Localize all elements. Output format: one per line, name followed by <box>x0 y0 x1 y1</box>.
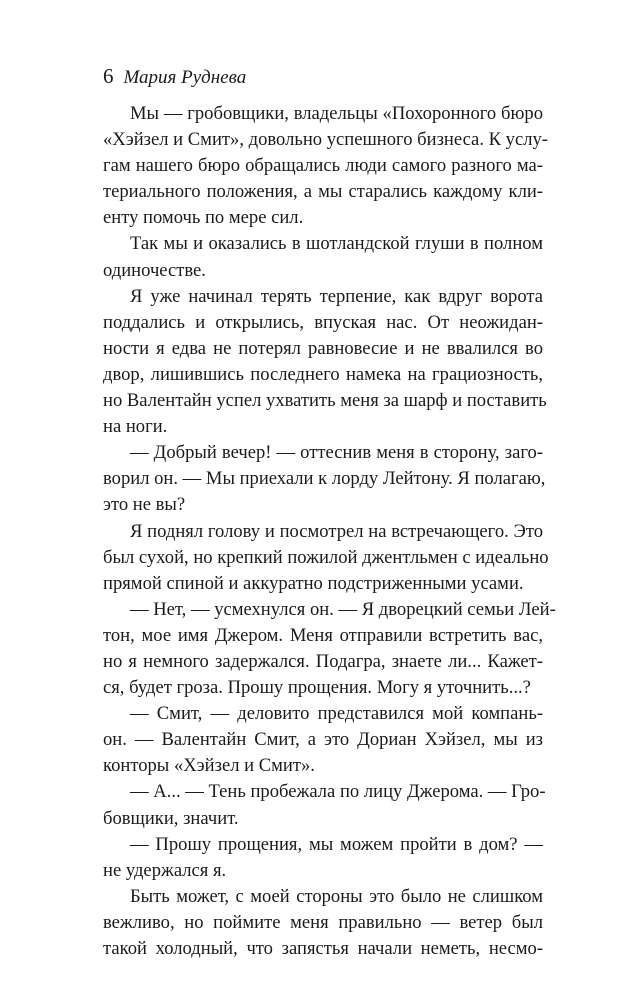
text-line: — Нет, — усмехнулся он. — Я дворецкий семьи Лей- <box>130 598 556 620</box>
text-line: но я немного задержался. Подагра, знаете ли... Кажет- <box>103 650 543 672</box>
text-line: прямой спиной и аккуратно подстриженными усами. <box>103 572 524 594</box>
text-line: Я уже начинал терять терпение, как вдруг ворота <box>130 285 543 307</box>
paragraph <box>103 779 546 831</box>
text-line: «Хэйзел и Смит», довольно успешного бизнеса. К услу- <box>103 129 548 151</box>
paragraph <box>103 231 543 283</box>
text-line: ворил он. — Мы приехали к лорду Лейтону. Я полагаю, <box>103 468 546 490</box>
text-line: вежливо, но поймите меня правильно — ветер был <box>103 911 543 933</box>
paragraph <box>103 284 547 441</box>
text-line: гам нашего бюро обращались люди самого разного ма- <box>103 155 543 177</box>
running-head <box>103 64 246 90</box>
text-line: это не вы? <box>103 494 186 516</box>
paragraph <box>103 597 556 701</box>
body-text <box>103 101 556 962</box>
text-line: — А... — Тень пробежала по лицу Джерома. — Гро- <box>130 781 546 803</box>
text-line: — Смит, — деловито представился мой компань- <box>130 703 543 725</box>
text-line: одиночестве. <box>103 259 206 281</box>
text-line: — Прошу прощения, мы можем пройти в дом? — <box>130 833 543 855</box>
text-line: двор, лишившись последнего намека на грациозность, <box>103 363 543 385</box>
text-line: ности я едва не потерял равновесие и не ввалился во <box>103 337 543 359</box>
text-line: Мы — гробовщики, владельцы «Похоронного бюро <box>130 103 543 124</box>
text-line: такой холодный, что запястья начали неметь, несмо- <box>103 938 543 959</box>
paragraph <box>103 440 546 518</box>
paragraph <box>103 884 543 962</box>
text-line: конторы «Хэйзел и Смит». <box>103 755 315 777</box>
text-line: енту помочь по мере сил. <box>103 207 304 229</box>
text-line: — Добрый вечер! — оттеснив меня в сторону, заго- <box>130 442 543 464</box>
paragraph <box>103 832 543 884</box>
text-line: поддались и открылись, впуская нас. От неожидан- <box>103 311 543 333</box>
text-line: Так мы и оказались в шотландской глуши в полном <box>130 233 543 255</box>
page-number: 6 <box>103 64 114 88</box>
paragraph <box>103 101 548 231</box>
text-line: бовщики, значит. <box>103 807 239 829</box>
paragraph <box>103 519 549 597</box>
text-line: он. — Валентайн Смит, а это Дориан Хэйзел, мы из <box>103 729 543 751</box>
text-line: Быть может, с моей стороны это было не слишком <box>130 885 543 907</box>
text-line: был сухой, но крепкий пожилой джентльмен с идеально <box>103 546 549 568</box>
text-line: тон, мое имя Джером. Меня отправили встретить вас, <box>103 624 543 646</box>
text-line: ся, будет гроза. Прошу прощения. Могу я уточнить...? <box>103 677 531 699</box>
author-name: Мария Руднева <box>123 67 247 88</box>
text-line: на ноги. <box>103 416 168 438</box>
paragraph <box>103 701 543 779</box>
text-line: териального положения, а мы старались каждому кли- <box>103 181 543 203</box>
text-line: не удержался я. <box>103 859 227 881</box>
text-line: Я поднял голову и посмотрел на встречающего. Это <box>130 520 543 542</box>
text-line: но Валентайн успел ухватить меня за шарф и поставить <box>103 390 547 412</box>
